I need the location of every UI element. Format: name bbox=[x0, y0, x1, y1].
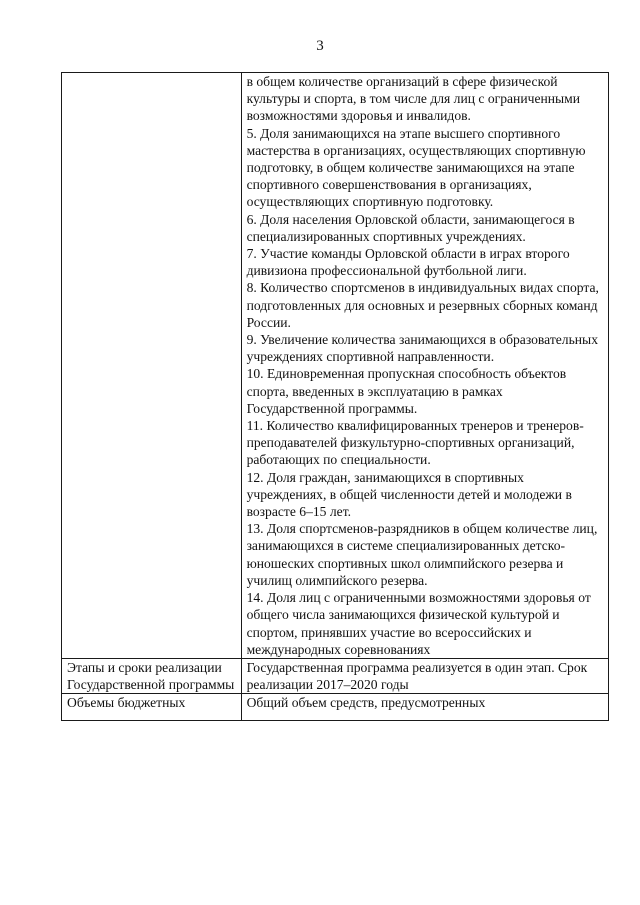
indicator-item: в общем количестве организаций в сфере физической культуры и спорта, в том числе для лиц с ограниченными возможностями здоровья и инвалидов. bbox=[246, 74, 581, 124]
table-row bbox=[62, 73, 609, 659]
indicator-item: 5. Доля занимающихся на этапе высшего спортивного мастерства в организациях, осуществляющих спортивную подготовку, в общем количестве занимающихся на этапе спортивного совершенствования в организациях, осуществляющих спортивную подготовку. bbox=[246, 125, 586, 210]
indicator-item: 9. Увеличение количества занимающихся в образовательных учреждениях спортивной направленности. bbox=[246, 332, 598, 365]
budget-value-cell bbox=[241, 694, 608, 721]
indicator-item: 14. Доля лиц с ограниченными возможностями здоровья от общего числа занимающихся физической культурой и спортом, принявших участие во всероссийских и международных соревнованиях bbox=[246, 590, 591, 657]
passport-table bbox=[61, 72, 609, 721]
indicators-cell bbox=[241, 73, 608, 659]
stages-value-cell bbox=[241, 658, 608, 693]
indicator-item: 7. Участие команды Орловской области в играх второго дивизиона профессиональной футбольной лиги. bbox=[246, 246, 570, 279]
budget-label-cell: Объемы бюджетных bbox=[62, 694, 242, 721]
stages-label-cell: Этапы и сроки реализации Государственной программы bbox=[62, 658, 242, 693]
stages-value-text: Государственная программа реализуется в один этап. Срок реализации 2017–2020 годы bbox=[246, 659, 588, 693]
indicator-item: 6. Доля населения Орловской области, занимающегося в специализированных спортивных учреждениях. bbox=[246, 211, 575, 244]
row-label-cell bbox=[62, 73, 242, 659]
table-row bbox=[62, 658, 609, 693]
table-row bbox=[62, 694, 609, 721]
indicator-item: 13. Доля спортсменов-разрядников в общем количестве лиц, занимающихся в системе специализированных детско-юношеских спортивных школ олимпийского резерва и училищ олимпийского резерва. bbox=[246, 521, 598, 588]
indicator-item: 10. Единовременная пропускная способность объектов спорта, введенных в эксплуатацию в рамках Государственной программы. bbox=[246, 366, 567, 416]
budget-value-text: Общий объем средств, предусмотренных bbox=[246, 695, 486, 711]
indicator-item: 11. Количество квалифицированных тренеров и тренеров-преподавателей физкультурно-спортивных организаций, работающих по специальности. bbox=[246, 418, 584, 468]
page-number: 3 bbox=[316, 38, 324, 54]
indicator-item: 8. Количество спортсменов в индивидуальных видах спорта, подготовленных для основных и резервных сборных команд России. bbox=[246, 280, 599, 330]
indicator-item: 12. Доля граждан, занимающихся в спортивных учреждениях, в общей численности детей и молодежи в возрасте 6–15 лет. bbox=[246, 469, 572, 520]
